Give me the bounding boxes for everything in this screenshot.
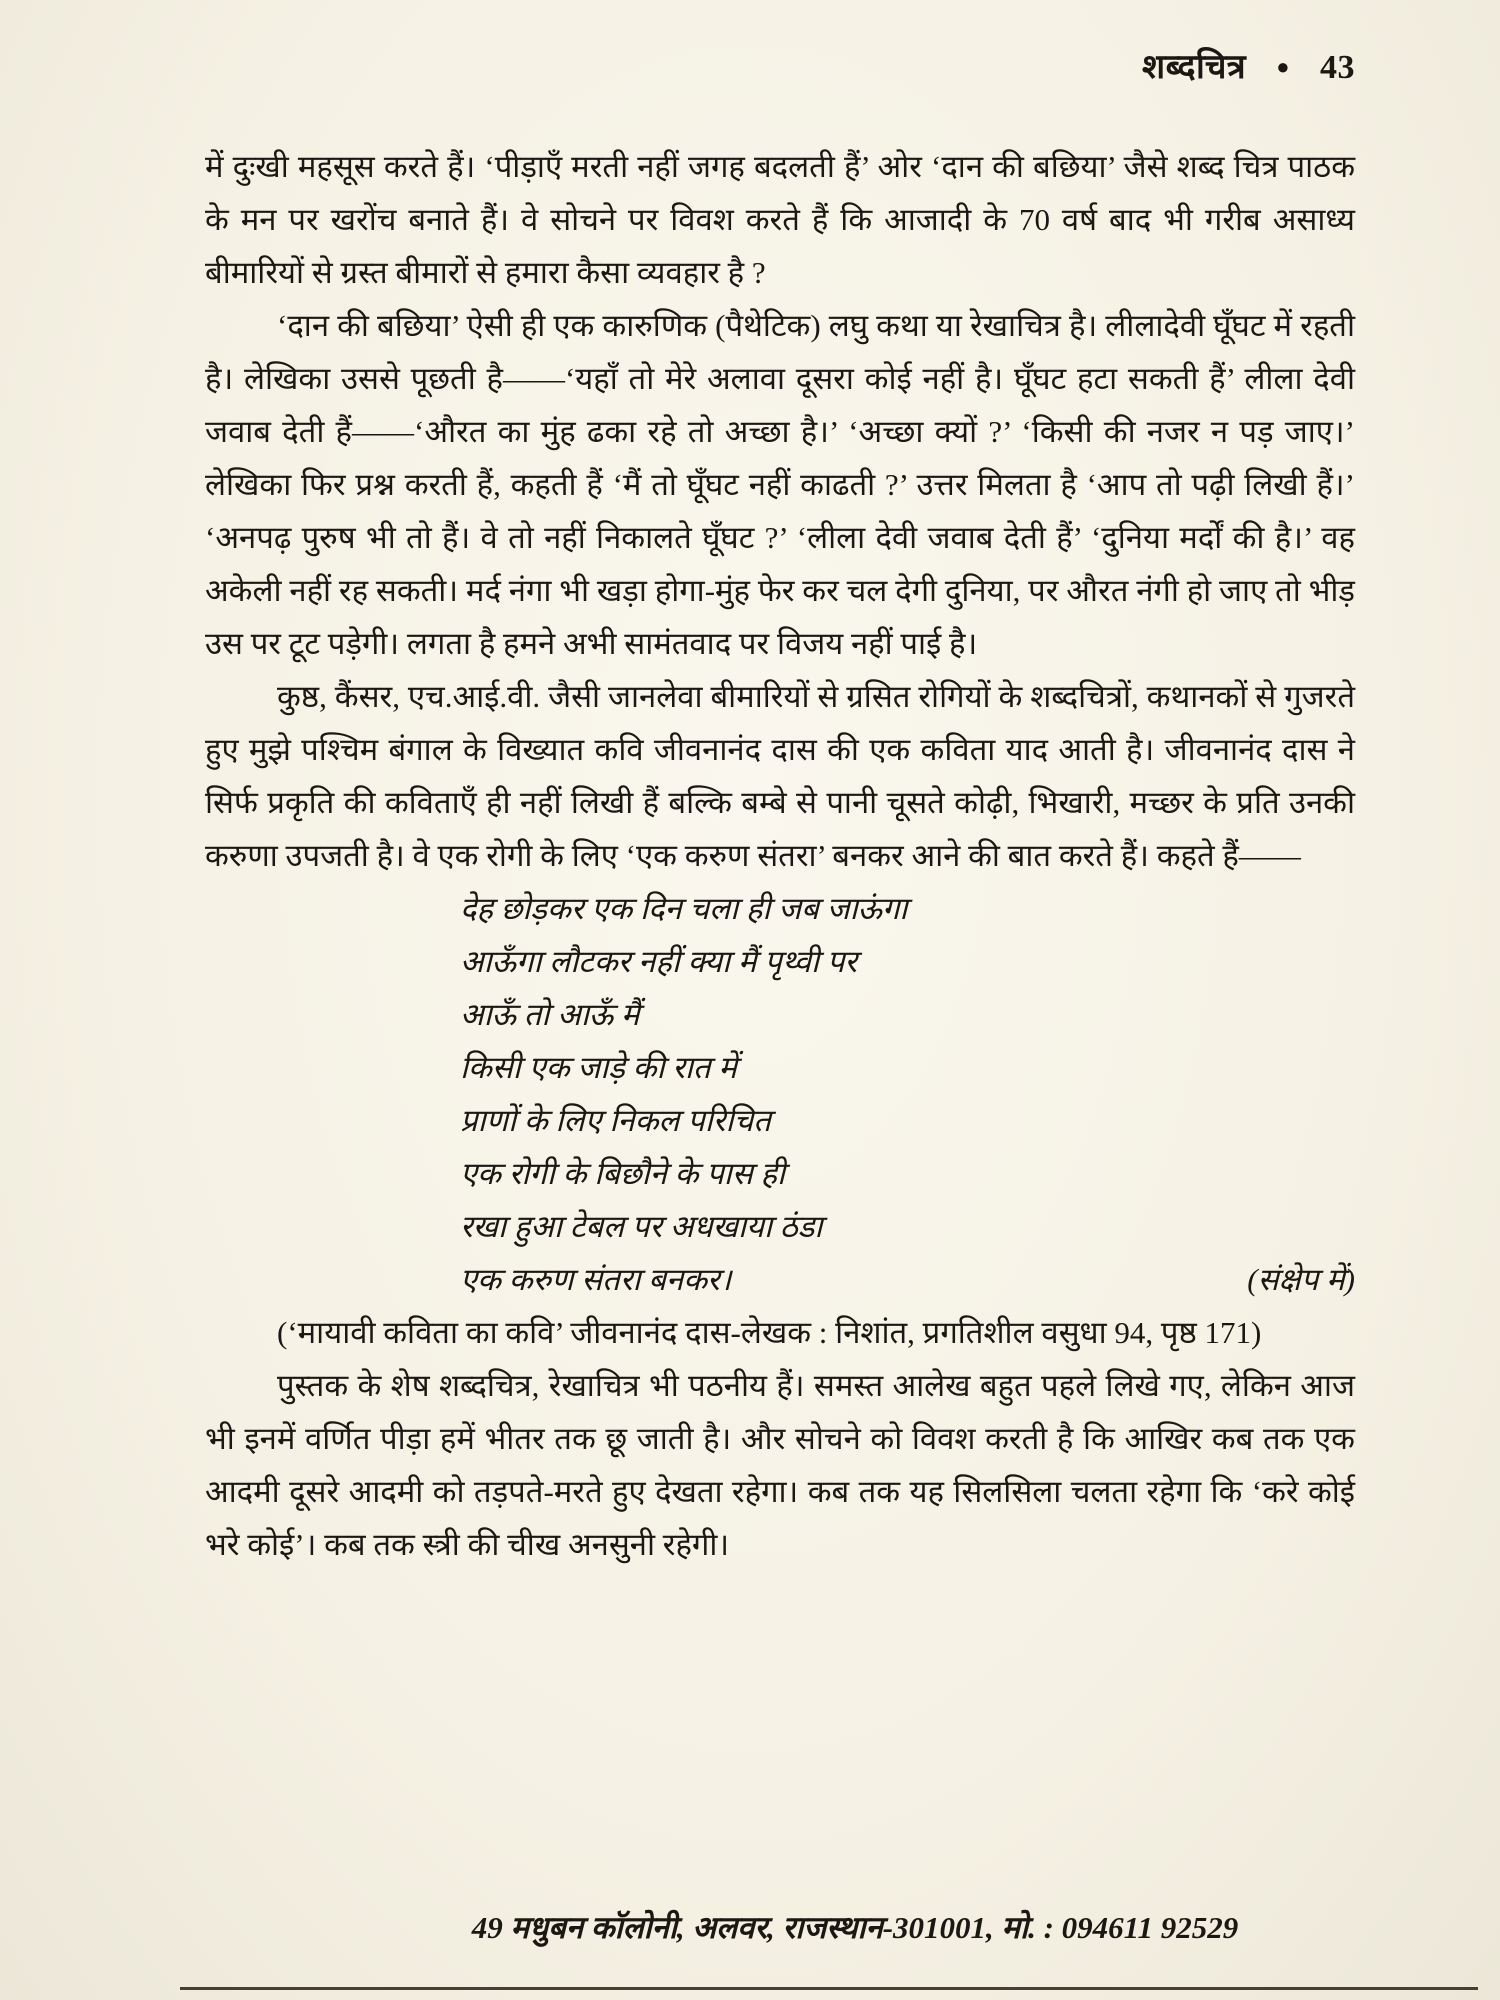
poem-line: रखा हुआ टेबल पर अधखाया ठंडा <box>460 1209 823 1244</box>
poem-line: देह छोड़कर एक दिन चला ही जब जाऊंगा <box>460 891 908 926</box>
poem-line: किसी एक जाड़े की रात में <box>460 1050 737 1085</box>
poem-line: एक रोगी के बिछौने के पास ही <box>460 1156 786 1191</box>
bottom-rule <box>180 1987 1478 1990</box>
poem-source-note: (संक्षेप में) <box>1247 1262 1355 1297</box>
page-body <box>205 140 1355 1571</box>
running-head-title: शब्दचित्र <box>1142 49 1247 86</box>
paragraph: कुष्ठ, कैंसर, एच.आई.वी. जैसी जानलेवा बीमारियों से ग्रसित रोगियों के शब्दचित्रों, कथानकों से गुजरते हुए मुझे पश्चिम बंगाल के विख्यात कवि जीवनानंद दास की एक कविता याद आती है। जीवनानंद दास ने सिर्फ प्रकृति की कविताएँ ही नहीं लिखी हैं बल्कि बम्बे से पानी चूसते कोढ़ी, भिखारी, मच्छर के प्रति उनकी करुणा उपजती है। वे एक रोगी के लिए ‘एक करुण संतरा’ बनकर आने की बात करते हैं। कहते हैं—— <box>205 679 1355 873</box>
poem-line: प्राणों के लिए निकल परिचित <box>460 1103 771 1138</box>
header-bullet-icon: ● <box>1276 54 1290 79</box>
page-number: 43 <box>1320 49 1355 86</box>
paragraph: पुस्तक के शेष शब्दचित्र, रेखाचित्र भी पठनीय हैं। समस्त आलेख बहुत पहले लिखे गए, लेकिन आज भी इनमें वर्णित पीड़ा हमें भीतर तक छू जाती है। और सोचने को विवश करती है कि आखिर कब तक एक आदमी दूसरे आदमी को तड़पते-मरते हुए देखता रहेगा। कब तक यह सिलसिला चलता रहेगा कि ‘करे कोई भरे कोई’। कब तक स्त्री की चीख अनसुनी रहेगी। <box>205 1368 1355 1562</box>
citation: (‘मायावी कविता का कवि’ जीवनानंद दास-लेखक : निशांत, प्रगतिशील वसुधा 94, पृष्ठ 171) <box>277 1315 1262 1350</box>
publisher-address: 49 मधुबन कॉलोनी, अलवर, राजस्थान-301001, मो. : 094611 92529 <box>471 1910 1239 1945</box>
poem-line: एक करुण संतरा बनकर। <box>460 1262 732 1297</box>
poem-block <box>460 882 1355 1306</box>
poem-line: आऊँ तो आऊँ मैं <box>460 997 640 1032</box>
paragraph-continuation: में दुःखी महसूस करते हैं। ‘पीड़ाएँ मरती नहीं जगह बदलती हैं’ ओर ‘दान की बछिया’ जैसे शब्द चित्र पाठक के मन पर खरोंच बनाते हैं। वे सोचने पर विवश करते हैं कि आजादी के 70 वर्ष बाद भी गरीब असाध्य बीमारियों से ग्रस्त बीमारों से हमारा कैसा व्यवहार है ? <box>205 149 1355 290</box>
page-header <box>205 42 1355 88</box>
poem-line: आऊँगा लौटकर नहीं क्या मैं पृथ्वी पर <box>460 944 858 979</box>
paragraph: ‘दान की बछिया’ ऐसी ही एक कारुणिक (पैथेटिक) लघु कथा या रेखाचित्र है। लीलादेवी घूँघट में रहती है। लेखिका उससे पूछती है——‘यहाँ तो मेरे अलावा दूसरा कोई नहीं है। घूँघट हटा सकती हैं’ लीला देवी जवाब देती हैं——‘औरत का मुंह ढका रहे तो अच्छा है।’ ‘अच्छा क्यों ?’ ‘किसी की नजर न पड़ जाए।’ लेखिका फिर प्रश्न करती हैं, कहती हैं ‘मैं तो घूँघट नहीं काढती ?’ उत्तर मिलता है ‘आप तो पढ़ी लिखी हैं।’ ‘अनपढ़ पुरुष भी तो हैं। वे तो नहीं निकालते घूँघट ?’ ‘लीला देवी जवाब देती हैं’ ‘दुनिया मर्दों की है।’ वह अकेली नहीं रह सकती। मर्द नंगा भी खड़ा होगा-मुंह फेर कर चल देगी दुनिया, पर औरत नंगी हो जाए तो भीड़ उस पर टूट पड़ेगी। लगता है हमने अभी सामंतवाद पर विजय नहीं पाई है। <box>205 308 1355 661</box>
poem-last-row <box>460 1253 1355 1306</box>
page-footer <box>205 1906 1355 1948</box>
